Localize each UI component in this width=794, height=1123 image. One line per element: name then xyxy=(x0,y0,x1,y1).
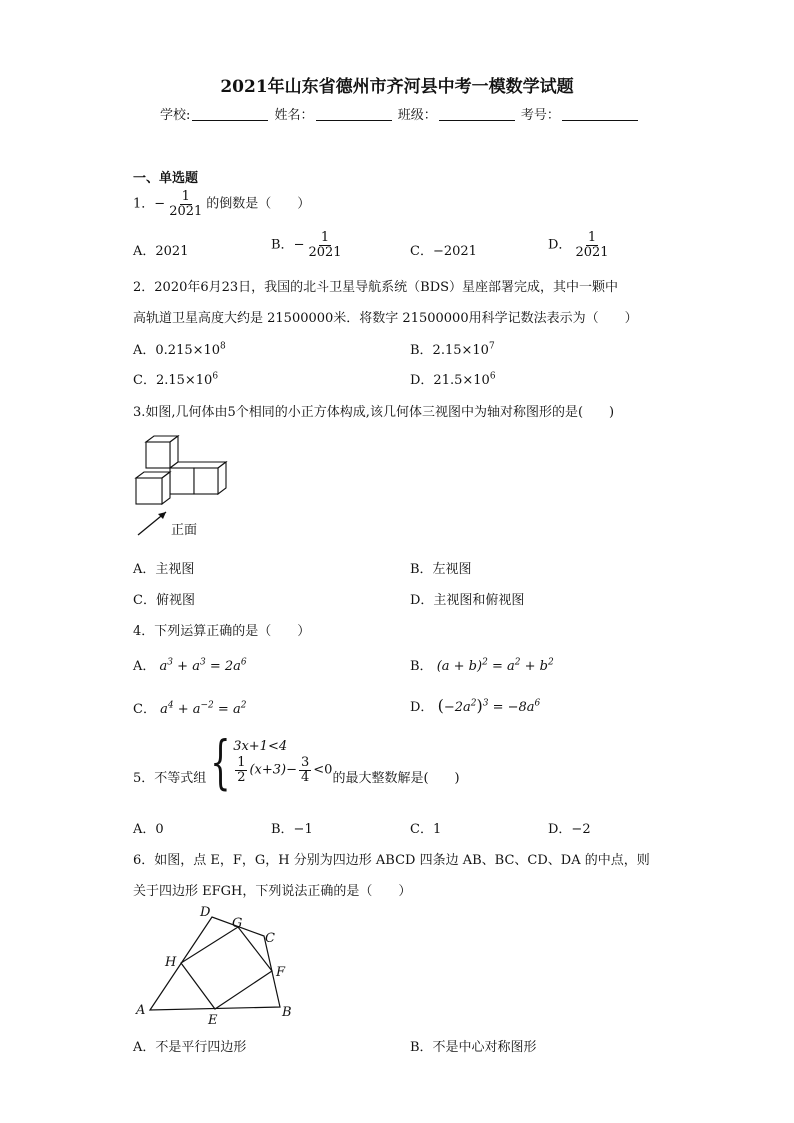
quad-efgh xyxy=(181,927,272,1009)
front-label: 正面 xyxy=(171,523,198,538)
q1-option-a: A．2021 xyxy=(133,244,189,259)
q4-option-c-label: C． xyxy=(133,702,156,717)
q3-option-d: D．主视图和俯视图 xyxy=(410,593,525,608)
q5-three-quarters xyxy=(299,756,311,784)
q1-option-b-num: 1 xyxy=(320,230,330,245)
label-e: E xyxy=(208,1013,218,1028)
page-title: 2021年山东省德州市齐河县中考一模数学试题 xyxy=(220,77,574,97)
cube-front-front xyxy=(136,478,162,504)
q4-option-a-expr: $a^3 + a^3 = 2a^6$ xyxy=(159,657,247,674)
q5-inequalities xyxy=(233,739,332,784)
school-blank[interactable] xyxy=(192,108,268,121)
q5-half xyxy=(235,756,247,784)
q3-option-a: A．主视图 xyxy=(133,562,195,577)
q2-option-a xyxy=(133,339,226,358)
q4-option-c-expr: $a^4 + a^{-2} = a^2$ xyxy=(160,700,247,717)
q2-stem-line2: 高轨道卫星高度大约是 21500000米．将数字 21500000用科学记数法表示为（ ） xyxy=(133,311,638,326)
q1-option-b-fraction xyxy=(306,231,343,259)
q2-option-b-base: B．2.15×10 xyxy=(410,343,489,358)
class-label: 班级： xyxy=(397,108,437,123)
cube-row-side xyxy=(218,462,226,494)
q1-fraction-den: 2021 xyxy=(169,203,203,219)
q2-option-a-exp: 8 xyxy=(220,341,226,352)
name-blank[interactable] xyxy=(316,108,392,121)
q1-option-d-den: 2021 xyxy=(575,244,609,260)
q3-cubes xyxy=(136,436,226,504)
q5-option-c: C．1 xyxy=(410,822,442,837)
q4-option-d xyxy=(410,696,540,715)
q5-inequality-2 xyxy=(233,756,332,784)
q6-option-b: B．不是中心对称图形 xyxy=(410,1040,537,1055)
q2-option-a-base: A．0.215×10 xyxy=(133,343,221,358)
number-blank[interactable] xyxy=(562,108,638,121)
q5-tail: <0 xyxy=(313,763,333,778)
label-h: H xyxy=(165,955,177,970)
q3-option-b: B．左视图 xyxy=(410,562,472,577)
q5-prefix: 5．不等式组 xyxy=(133,770,207,786)
q1-option-b-label: B． xyxy=(271,237,294,253)
q2-option-d-exp: 6 xyxy=(489,371,496,382)
q1-option-d-num: 1 xyxy=(587,230,597,245)
cube-row-front-2 xyxy=(194,468,218,494)
q5-system xyxy=(133,728,460,796)
school-label: 学校: xyxy=(160,108,191,123)
q4-option-d-label: D． xyxy=(410,700,434,715)
q5-suffix: 的最大整数解是( ) xyxy=(332,770,460,786)
q1-fraction xyxy=(167,190,204,218)
q1-option-b xyxy=(271,231,346,259)
q5-tq-num: 3 xyxy=(301,755,310,771)
label-b: B xyxy=(282,1005,292,1020)
q1-option-b-neg: − xyxy=(293,237,305,253)
q2-option-c xyxy=(133,369,218,388)
q1-fraction-num: 1 xyxy=(181,189,190,204)
label-c: C xyxy=(265,931,275,946)
q5-inequality-1: 3x+1<4 xyxy=(233,739,288,755)
q2-option-c-base: C．2.15×10 xyxy=(133,373,213,388)
q4-option-c xyxy=(133,698,246,717)
q5-option-b: B．−1 xyxy=(271,822,313,837)
q2-option-b xyxy=(410,339,495,358)
q3-option-c: C．俯视图 xyxy=(133,593,195,608)
q4-option-b xyxy=(410,655,554,674)
q2-option-d-base: D．21.5×10 xyxy=(410,373,490,388)
q3-cube-figure xyxy=(128,432,248,542)
number-label: 考号： xyxy=(520,108,560,123)
q5-option-d: D．−2 xyxy=(548,822,591,837)
label-g: G xyxy=(232,916,243,931)
q6-stem-line1: 6．如图，点 E，F，G，H 分别为四边形 ABCD 四条边 AB、BC、CD、DA 的中点，则 xyxy=(133,853,650,868)
q5-tq-den: 4 xyxy=(301,770,310,785)
q2-option-b-exp: 7 xyxy=(488,341,495,352)
q5-brace: { xyxy=(210,728,231,796)
q6-quadrilateral-figure xyxy=(130,900,310,1028)
q1-option-c: C．−2021 xyxy=(410,244,477,259)
q2-option-c-exp: 6 xyxy=(212,371,219,382)
cube-top-front xyxy=(146,442,170,468)
q4-stem: 4．下列运算正确的是（ ） xyxy=(133,624,311,639)
q4-option-d-expr: $(-2a^2)^3 = -8a^6$ xyxy=(437,696,541,715)
name-label: 姓名： xyxy=(274,108,314,123)
class-blank[interactable] xyxy=(439,108,515,121)
q5-stem xyxy=(133,728,460,796)
q1-option-b-den: 2021 xyxy=(308,244,342,260)
q6-stem-line2: 关于四边形 EFGH，下列说法正确的是（ ） xyxy=(133,884,412,899)
q1-number: 1． xyxy=(133,196,155,212)
cube-front-side xyxy=(162,472,170,504)
q1-option-d xyxy=(548,231,613,259)
q4-option-b-label: B． xyxy=(410,659,433,674)
q2-option-d xyxy=(410,369,496,388)
q6-option-a: A．不是平行四边形 xyxy=(133,1040,247,1055)
label-f: F xyxy=(276,965,286,980)
cube-row-front-1 xyxy=(170,468,194,494)
q5-option-a: A．0 xyxy=(133,822,164,837)
q1-option-d-fraction xyxy=(573,231,610,259)
section-heading: 一、单选题 xyxy=(133,171,199,186)
q1-neg: − xyxy=(154,196,166,212)
q1-stem xyxy=(133,190,310,218)
cube-row-top xyxy=(170,462,226,468)
q2-stem-line1: 2．2020年6月23日，我国的北斗卫星导航系统（BDS）星座部署完成，其中一颗中 xyxy=(133,280,619,295)
q4-option-a xyxy=(133,655,247,674)
student-info-line xyxy=(160,104,640,123)
q5-mid: (x+3)− xyxy=(249,763,297,778)
q4-option-a-label: A． xyxy=(133,659,156,674)
q3-stem: 3.如图,几何体由5个相同的小正方体构成,该几何体三视图中为轴对称图形的是( ) xyxy=(133,405,615,420)
label-d: D xyxy=(200,905,211,920)
q1-option-d-label: D． xyxy=(548,237,572,253)
q4-option-b-expr: $(a + b)^2 = a^2 + b^2$ xyxy=(436,657,554,674)
label-a: A xyxy=(136,1003,146,1018)
q5-half-num: 1 xyxy=(237,755,246,771)
q5-half-den: 2 xyxy=(237,770,246,785)
q1-stem-text: 的倒数是（ ） xyxy=(206,196,311,212)
